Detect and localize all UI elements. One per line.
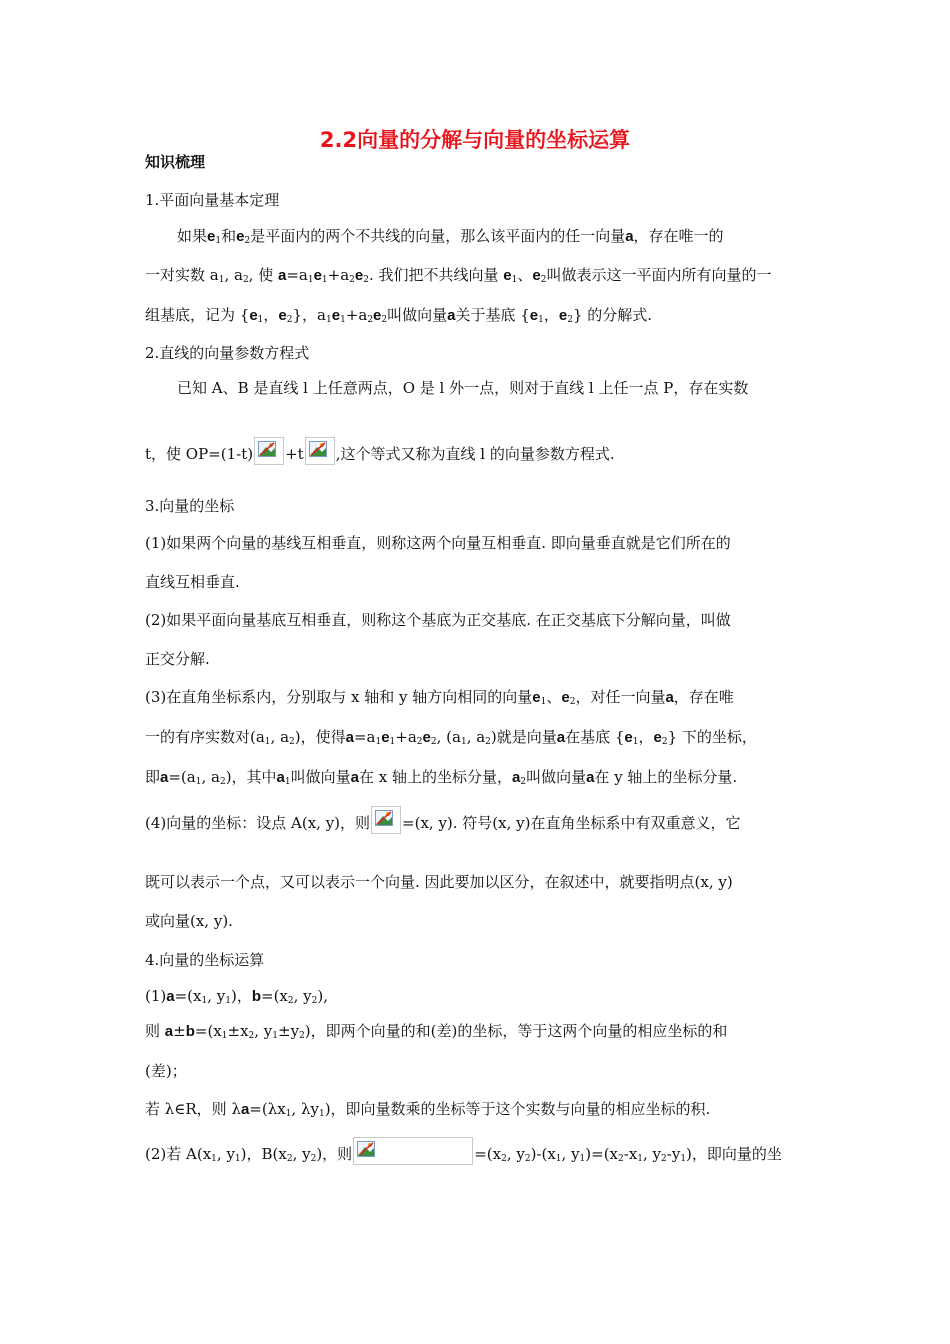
broken-image-icon bbox=[305, 437, 335, 465]
s1-line-1: 如果$e_1$和$e_2$是平面内的两个不共线的向量，那么该平面内的任一向量a，存在唯一的 bbox=[177, 227, 724, 246]
s1-heading: 1.平面向量基本定理 bbox=[145, 191, 280, 209]
s2-heading: 2.直线的向量参数方程式 bbox=[145, 344, 310, 362]
s3-p2-line-2: 正交分解. bbox=[145, 650, 210, 668]
s1-line-3: 组基底，记为 {$e_1$，$e_2$}，$a_1e_1+a_2e_2$叫做向量a关于基底 {$e_1$，$e_2$} 的分解式. bbox=[145, 306, 653, 325]
s3-p1-line-2: 直线互相垂直. bbox=[145, 573, 240, 591]
s3-p4-line-1: (4)向量的坐标：设点 A(x, y)，则 =(x, y). 符号(x, y)在直角坐标系中有双重意义，它 bbox=[145, 806, 815, 826]
page-title: 2.2向量的分解与向量的坐标运算 bbox=[319, 128, 631, 152]
s3-p1-line-1: (1)如果两个向量的基线互相垂直，则称这两个向量互相垂直. 即向量垂直就是它们所在的 bbox=[145, 534, 731, 552]
s4-line-3: (差)； bbox=[145, 1062, 187, 1080]
s4-line-4: 若 λ∈R，则 $\lambda a=(\lambda x_1$, $\lambda y_1$)，即向量数乘的坐标等于这个实数与向量的相应坐标的积. bbox=[145, 1100, 711, 1119]
s3-p3-line-3: 即$a=(a_1$, $a_2$)，其中$a_1$叫做向量a在 x 轴上的坐标分量，$a_2$叫做向量a在 y 轴上的坐标分量. bbox=[145, 768, 738, 787]
s3-p2-line-1: (2)如果平面向量基底互相垂直，则称这个基底为正交基底. 在正交基底下分解向量，叫做 bbox=[145, 611, 731, 629]
broken-image-icon bbox=[371, 806, 401, 834]
section-heading: 知识梳理 bbox=[145, 153, 206, 171]
s4-line-1: $(1)a=(x_1$, $y_1$)，$b=(x_2$, $y_2$), bbox=[145, 987, 328, 1006]
s3-p4-line-3: 或向量(x, y). bbox=[145, 912, 233, 930]
s2-line-1: 已知 A、B 是直线 l 上任意两点，O 是 l 外一点，则对于直线 l 上任一点 P，存在实数 bbox=[177, 379, 749, 397]
s1-line-2: 一对实数 $a_1$, $a_2$, 使 $a=a_1e_1+a_2e_2$. 我们把不共线向量 $e_1$、$e_2$叫做表示这一平面内所有向量的一 bbox=[145, 266, 772, 285]
s3-p3-line-2: 一的有序实数对($a_1$, $a_2$)，使得$a=a_1e_1+a_2e_2$, ($a_1$, $a_2$)就是向量a在基底 {$e_1$，$e_2$} 下的坐标， bbox=[145, 728, 757, 747]
broken-image-icon bbox=[353, 1137, 473, 1165]
s3-p4-line-2: 既可以表示一个点，又可以表示一个向量. 因此要加以区分，在叙述中，就要指明点(x, y) bbox=[145, 873, 733, 891]
s4-line-5: (2)若 $A(x_1$, $y_1$)，$B(x_2$, $y_2$)，则 $=(x_2$, $y_2)-(x_1$, $y_1)=(x_2-x_1$, $y_2-y_1$)，即向量的坐 bbox=[145, 1137, 815, 1157]
broken-image-icon bbox=[254, 437, 284, 465]
s2-line-2: t，使 OP=(1-t) +t ,这个等式又称为直线 l 的向量参数方程式. bbox=[145, 437, 815, 457]
s3-p3-line-1: (3)在直角坐标系内，分别取与 x 轴和 y 轴方向相同的向量$e_1$、$e_2$，对任一向量a，存在唯 bbox=[145, 688, 734, 707]
s4-line-2: 则 $a\pm b=(x_1\pm x_2$, $y_1\pm y_2$)，即两个向量的和(差)的坐标，等于这两个向量的相应坐标的和 bbox=[145, 1022, 728, 1041]
s3-heading: 3.向量的坐标 bbox=[145, 497, 235, 515]
s4-heading: 4.向量的坐标运算 bbox=[145, 951, 265, 969]
